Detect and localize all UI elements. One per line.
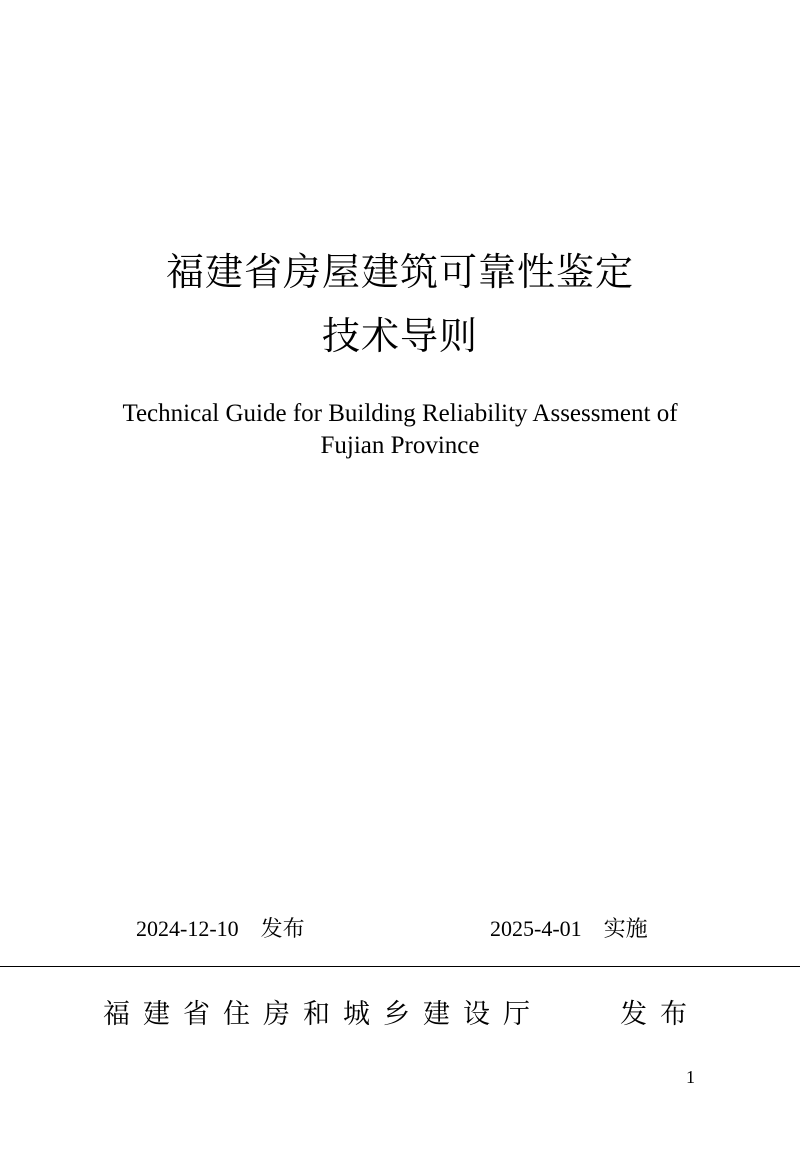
effective-label: 实施 [603, 917, 648, 942]
english-title-line-1: Technical Guide for Building Reliability Assessment of [122, 400, 678, 427]
effective-date: 2025-4-01 [490, 916, 582, 941]
english-title-line-2: Fujian Province [320, 432, 480, 459]
chinese-title-line-2: 技术导则 [321, 314, 478, 358]
chinese-title-line-1: 福建省房屋建筑可靠性鉴定 [165, 250, 634, 294]
issue-date-row [136, 914, 305, 945]
publisher-action: 发布 [620, 999, 700, 1030]
publisher-name: 福建省住房和城乡建设厅 [103, 999, 543, 1030]
issue-label: 发布 [260, 917, 305, 942]
page-number: 1 [686, 1067, 695, 1087]
effective-date-row [490, 914, 648, 945]
horizontal-divider [0, 966, 800, 967]
issue-date: 2024-12-10 [136, 916, 239, 941]
